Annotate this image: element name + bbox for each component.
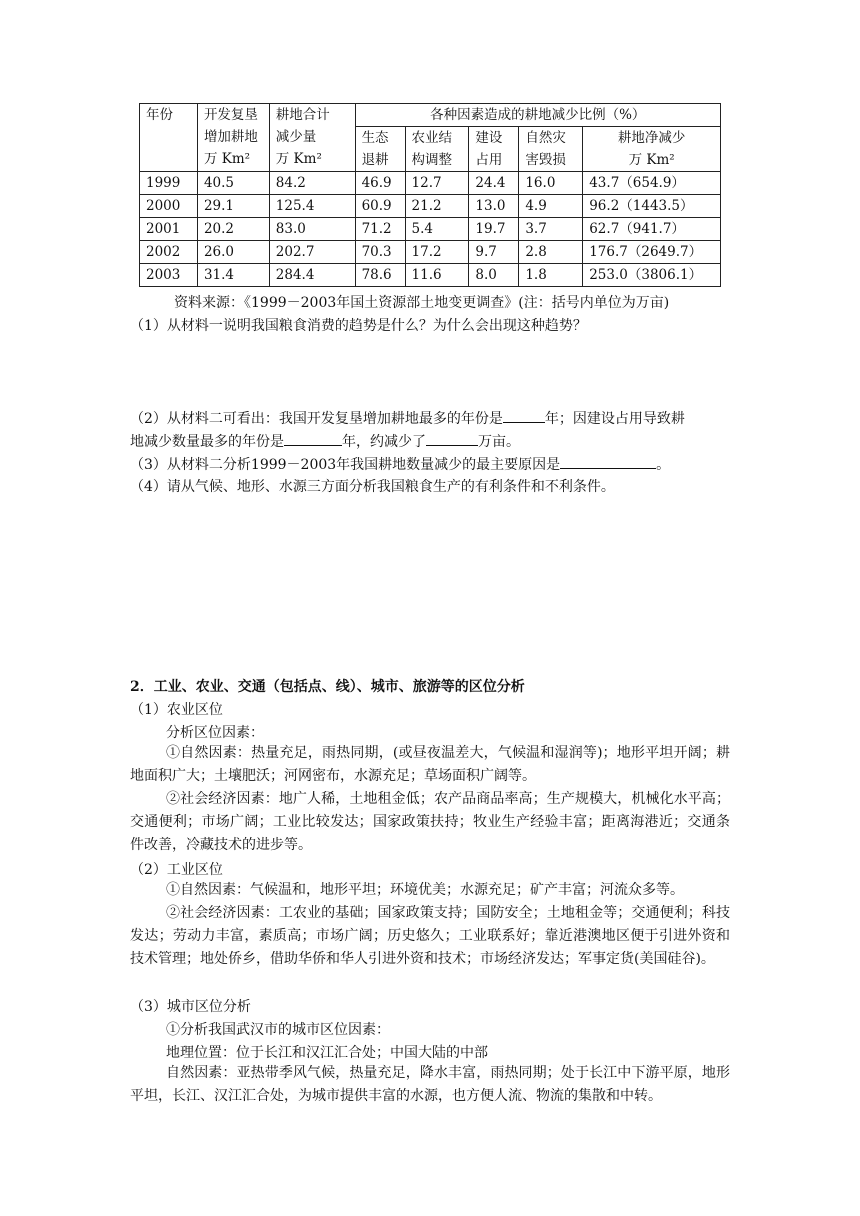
cell: 13.0 [469, 195, 519, 218]
q2-text-c: 地减少数量最多的年份是 [130, 434, 284, 450]
q3-text-b: 。 [656, 457, 671, 473]
table-row [140, 195, 721, 218]
answer-blank[interactable] [560, 454, 656, 469]
cell: 176.7（2649.7） [583, 241, 721, 264]
cell: 43.7（654.9） [583, 172, 721, 195]
q2-text-b: 年；因建设占用导致耕 [544, 411, 685, 427]
header-dev [197, 104, 269, 172]
section-2-title: 2．工业、农业、交通（包括点、线）、城市、旅游等的区位分析 [130, 679, 525, 695]
cell: 9.7 [469, 241, 519, 264]
subheader-eco-l2: 退耕 [361, 152, 389, 168]
cell: 71.2 [355, 218, 405, 241]
table-row [140, 264, 721, 287]
agri-social-factors: ②社会经济因素：地广人稀，土地租金低；农产品商品率高；生产规模大，机械化水平高；交通便利；市场广阔；工业比较发达；国家政策扶持；牧业生产经验丰富；距离海港近；交通条件改善，冷藏技术的进步等。 [130, 791, 730, 853]
cell: 84.2 [269, 172, 355, 195]
subheader-disaster [519, 127, 583, 172]
cell: 2000 [140, 195, 198, 218]
cell: 17.2 [405, 241, 469, 264]
cell: 60.9 [355, 195, 405, 218]
cell: 125.4 [269, 195, 355, 218]
table-header-row [140, 104, 721, 127]
subheader-net [583, 127, 721, 172]
cell: 78.6 [355, 264, 405, 287]
cell: 16.0 [519, 172, 583, 195]
subheader-build-l2: 占用 [475, 152, 503, 168]
q3-text-a: （3）从材料二分析1999－2003年我国耕地数量减少的最主要原因是 [130, 457, 561, 473]
cell: 19.7 [469, 218, 519, 241]
answer-blank[interactable] [426, 431, 478, 446]
cell: 29.1 [197, 195, 269, 218]
cell: 62.7（941.7） [583, 218, 721, 241]
cell: 202.7 [269, 241, 355, 264]
subheader-disaster-l2: 害毁损 [525, 152, 566, 168]
cell: 3.7 [519, 218, 583, 241]
subheader-eco-l1: 生态 [361, 130, 389, 146]
q2-text-e: 万亩。 [478, 434, 520, 450]
agri-heading: （1）农业区位 [130, 702, 223, 718]
table-row [140, 241, 721, 264]
subheader-build [469, 127, 519, 172]
city-wuhan-intro: ①分析我国武汉市的城市区位因素： [166, 1022, 390, 1038]
subheader-agri [405, 127, 469, 172]
cell: 1.8 [519, 264, 583, 287]
cell: 26.0 [197, 241, 269, 264]
header-year: 年份 [140, 104, 198, 172]
cell: 5.4 [405, 218, 469, 241]
cell: 253.0（3806.1） [583, 264, 721, 287]
city-heading: （3）城市区位分析 [130, 999, 251, 1015]
industry-natural-factors: ①自然因素：气候温和，地形平坦；环境优美；水源充足；矿产丰富；河流众多等。 [166, 882, 684, 898]
cell: 2.8 [519, 241, 583, 264]
header-total-l3: 万 Km² [275, 151, 322, 167]
cell: 46.9 [355, 172, 405, 195]
cell: 1999 [140, 172, 198, 195]
subheader-build-l1: 建设 [475, 130, 503, 146]
subheader-net-l2: 万 Km² [628, 152, 675, 168]
q2-text-d: 年，约减少了 [342, 434, 426, 450]
question-4: （4）请从气候、地形、水源三方面分析我国粮食生产的有利条件和不利条件。 [130, 479, 615, 495]
answer-blank[interactable] [284, 431, 342, 446]
industry-social-factors: ②社会经济因素：工农业的基础；国家政策支持；国防安全；土地租金等；交通便利；科技发达；劳动力丰富，素质高；市场广阔；历史悠久；工业联系好；靠近港澳地区便于引进外资和技术管理；地处侨乡，借助华侨和华人引进外资和技术；市场经济发达；军事定货(美国硅谷)。 [130, 905, 730, 967]
cell: 24.4 [469, 172, 519, 195]
header-total-l2: 减少量 [275, 129, 317, 145]
cell: 70.3 [355, 241, 405, 264]
question-2-line-1 [130, 408, 685, 429]
table-row [140, 172, 721, 195]
subheader-net-l1: 耕地净减少 [617, 130, 686, 146]
cell: 4.9 [519, 195, 583, 218]
q2-text-a: （2）从材料二可看出：我国开发复垦增加耕地最多的年份是 [130, 411, 503, 427]
agri-subheading: 分析区位因素： [166, 725, 264, 741]
subheader-eco [355, 127, 405, 172]
header-total [269, 104, 355, 172]
cell: 11.6 [405, 264, 469, 287]
subheader-agri-l1: 农业结 [411, 130, 453, 146]
cell: 21.2 [405, 195, 469, 218]
cell: 31.4 [197, 264, 269, 287]
header-dev-l2: 增加耕地 [203, 129, 258, 145]
subheader-agri-l2: 构调整 [411, 152, 453, 168]
cell: 96.2（1443.5） [583, 195, 721, 218]
city-location: 地理位置：位于长江和汉江汇合处；中国大陆的中部 [166, 1045, 488, 1061]
answer-blank[interactable] [503, 408, 545, 423]
cell: 2001 [140, 218, 198, 241]
cell: 2002 [140, 241, 198, 264]
cell: 12.7 [405, 172, 469, 195]
agri-natural-factors: ①自然因素：热量充足，雨热同期，(或昼夜温差大，气候温和湿润等)；地形平坦开阔；耕地面积广大；土壤肥沃；河网密布，水源充足；草场面积广阔等。 [130, 745, 730, 784]
cell: 8.0 [469, 264, 519, 287]
city-natural-factors: 自然因素：亚热带季风气候，热量充足，降水丰富，雨热同期；处于长江中下游平原，地形平坦，长江、汉江汇合处，为城市提供丰富的水源，也方便人流、物流的集散和中转。 [130, 1065, 730, 1104]
cell: 83.0 [269, 218, 355, 241]
question-2-line-2 [130, 431, 520, 452]
cell: 284.4 [269, 264, 355, 287]
farmland-table [139, 103, 721, 287]
header-total-l1: 耕地合计 [275, 107, 330, 123]
cell: 2003 [140, 264, 198, 287]
question-1: （1）从材料一说明我国粮食消费的趋势是什么？为什么会出现这种趋势？ [130, 318, 587, 334]
header-dev-l3: 万 Km² [203, 151, 251, 167]
header-group: 各种因素造成的耕地减少比例（%） [355, 104, 720, 127]
header-dev-l1: 开发复垦 [203, 107, 258, 123]
industry-heading: （2）工业区位 [130, 862, 223, 878]
table-row [140, 218, 721, 241]
subheader-disaster-l1: 自然灾 [525, 130, 566, 146]
cell: 40.5 [197, 172, 269, 195]
cell: 20.2 [197, 218, 269, 241]
question-3 [130, 454, 670, 475]
table-source-note: 资料来源：《1999－2003年国土资源部土地变更调查》(注：括号内单位为万亩) [174, 295, 670, 311]
